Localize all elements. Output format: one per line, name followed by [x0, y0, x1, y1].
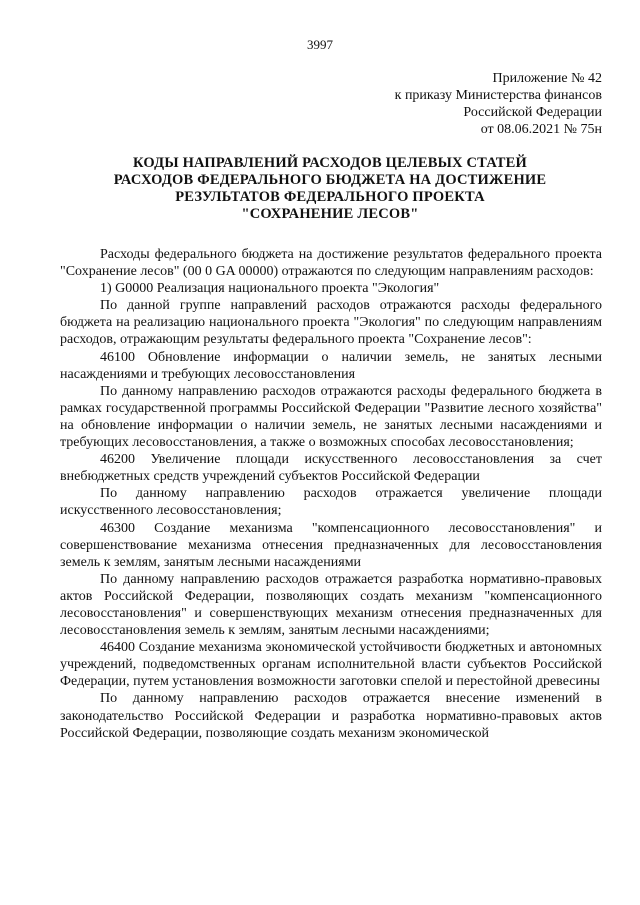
- paragraph: Расходы федерального бюджета на достижение результатов федерального проекта "Сохранение лесов" (00 0 GA 00000) отражаются по следующим направлениям расходов:: [60, 247, 602, 280]
- paragraph: 46300 Создание механизма "компенсационного лесовосстановления" и совершенствование механизма отнесения предназначенных для лесовосстановления земель к землям, занятым лесными насаждениями: [60, 520, 602, 570]
- paragraph: 46100 Обновление информации о наличии земель, не занятых лесными насаждениями и требующих лесовосстановления: [60, 349, 602, 382]
- title-line: РЕЗУЛЬТАТОВ ФЕДЕРАЛЬНОГО ПРОЕКТА: [175, 189, 485, 205]
- document-body: [60, 246, 602, 742]
- paragraph: 46400 Создание механизма экономической устойчивости бюджетных и автономных учреждений, подведомственных органам исполнительной власти субъектов Российской Федерации, путем установления возможности заготовки спелой и перестойной древесины: [60, 640, 602, 690]
- paragraph: 1) G0000 Реализация национального проекта "Экология": [100, 281, 440, 297]
- paragraph: По данному направлению расходов отражается внесение изменений в законодательство Российской Федерации и разработка нормативно-правовых актов Российской Федерации, позволяющие создать механизм экономической: [60, 691, 602, 741]
- appendix-line: к приказу Министерства финансов: [394, 88, 602, 103]
- appendix-line: Российской Федерации: [463, 105, 602, 120]
- appendix-line: Приложение № 42: [492, 71, 602, 86]
- page-number: 3997: [307, 37, 333, 52]
- title-line: РАСХОДОВ ФЕДЕРАЛЬНОГО БЮДЖЕТА НА ДОСТИЖЕНИЕ: [113, 172, 547, 188]
- paragraph: 46200 Увеличение площади искусственного лесовосстановления за счет внебюджетных средств учреждений субъектов Российской Федерации: [60, 452, 602, 485]
- paragraph: По данному направлению расходов отражается разработка нормативно-правовых актов Российской Федерации, позволяющих создать механизм "компенсационного лесовосстановления" и совершенствующих механизм отнесения предназначенных для лесовосстановления земель к землям, занятым лесными насаждениями;: [60, 571, 602, 639]
- appendix-line: от 08.06.2021 № 75н: [480, 122, 602, 137]
- title-line: КОДЫ НАПРАВЛЕНИЙ РАСХОДОВ ЦЕЛЕВЫХ СТАТЕЙ: [133, 155, 527, 171]
- paragraph: По данной группе направлений расходов отражаются расходы федерального бюджета на реализацию национального проекта "Экология" по следующим направлениям расходов, отражающим результаты федерального проекта "Сохранение лесов":: [60, 298, 602, 348]
- title-line: "СОХРАНЕНИЕ ЛЕСОВ": [241, 206, 419, 222]
- appendix-header: [395, 70, 602, 138]
- paragraph: По данному направлению расходов отражается увеличение площади искусственного лесовосстановления;: [60, 486, 602, 519]
- paragraph: По данному направлению расходов отражаются расходы федерального бюджета в рамках государственной программы Российской Федерации "Развитие лесного хозяйства" на обновление информации о наличии земель, не занятых лесными насаждениями и требующих лесовосстановления, а также о возможных способах лесовосстановления;: [60, 383, 602, 451]
- document-title: [60, 155, 600, 223]
